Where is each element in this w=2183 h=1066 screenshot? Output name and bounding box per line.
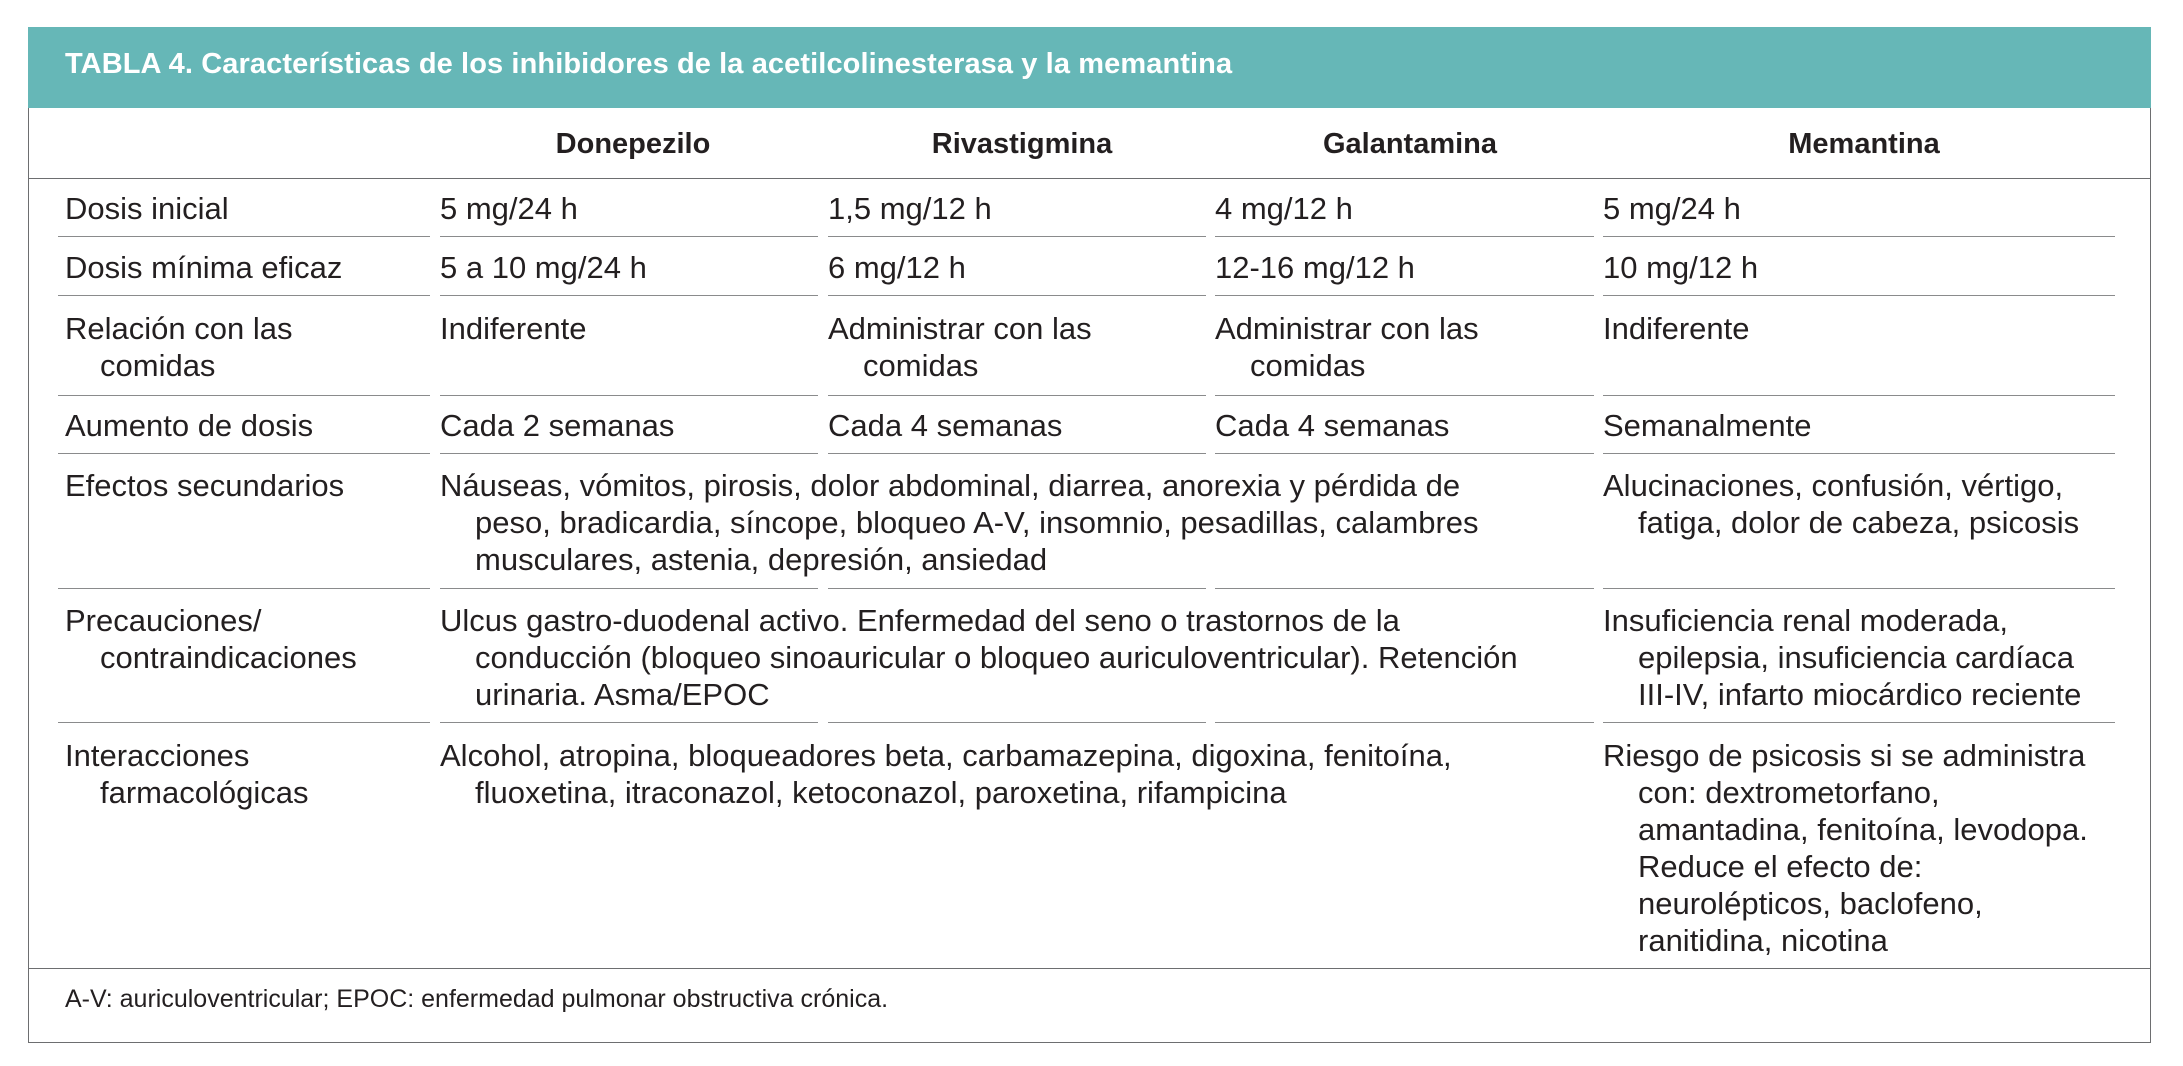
column-header-donepezilo: Donepezilo xyxy=(555,128,711,160)
row-label-line: Precauciones/ xyxy=(65,603,262,638)
cell-memantina-dosis-inicial: 5 mg/24 h xyxy=(1603,191,1741,226)
row-label-line: Interacciones xyxy=(65,738,250,773)
row-separator xyxy=(440,236,818,237)
row-separator xyxy=(828,295,1206,296)
cell-line: musculares, astenia, depresión, ansiedad xyxy=(475,542,1048,577)
cell-donepezilo-dosis-inicial: 5 mg/24 h xyxy=(440,191,578,226)
cell-line: peso, bradicardia, síncope, bloqueo A-V, insomnio, pesadillas, calambres xyxy=(475,505,1479,540)
cell-rivastigmina-aumento-dosis: Cada 4 semanas xyxy=(828,408,1063,443)
row-separator xyxy=(1215,588,1594,589)
cell-line: urinaria. Asma/EPOC xyxy=(475,677,770,712)
row-label-interacciones xyxy=(65,737,308,811)
row-separator xyxy=(1603,395,2115,396)
row-label-efectos-secundarios: Efectos secundarios xyxy=(65,468,345,503)
cell-galantamina-relacion-comidas xyxy=(1215,310,1479,384)
row-separator xyxy=(1215,295,1594,296)
footnote-divider xyxy=(28,968,2151,969)
row-separator xyxy=(1603,722,2115,723)
row-separator xyxy=(1603,295,2115,296)
cell-memantina-efectos-secundarios xyxy=(1603,467,2079,541)
row-label-line: comidas xyxy=(100,348,216,383)
cell-inhibidores-efectos-secundarios xyxy=(440,467,1479,578)
row-label-line: Relación con las xyxy=(65,311,293,346)
column-header-galantamina: Galantamina xyxy=(1322,128,1498,160)
cell-line: Ulcus gastro-duodenal activo. Enfermedad del seno o trastornos de la xyxy=(440,603,1400,638)
cell-line: Alucinaciones, confusión, vértigo, xyxy=(1603,468,2064,503)
cell-memantina-relacion-comidas: Indiferente xyxy=(1603,311,1750,346)
cell-inhibidores-precauciones xyxy=(440,602,1518,713)
row-separator xyxy=(828,236,1206,237)
cell-line: Reduce el efecto de: xyxy=(1638,849,1923,884)
cell-line: Riesgo de psicosis si se administra xyxy=(1603,738,2086,773)
row-separator xyxy=(58,295,430,296)
row-separator xyxy=(828,722,1206,723)
cell-line: con: dextrometorfano, xyxy=(1638,775,1940,810)
column-header-memantina: Memantina xyxy=(1788,128,1940,160)
row-separator xyxy=(440,453,818,454)
cell-line: Náuseas, vómitos, pirosis, dolor abdominal, diarrea, anorexia y pérdida de xyxy=(440,468,1461,503)
cell-line: comidas xyxy=(863,348,979,383)
row-separator xyxy=(828,588,1206,589)
row-separator xyxy=(58,588,430,589)
row-separator xyxy=(440,588,818,589)
cell-galantamina-aumento-dosis: Cada 4 semanas xyxy=(1215,408,1450,443)
cell-line: epilepsia, insuficiencia cardíaca xyxy=(1638,640,2074,675)
table-footnote: A-V: auriculoventricular; EPOC: enfermedad pulmonar obstructiva crónica. xyxy=(65,985,889,1013)
row-separator xyxy=(1603,453,2115,454)
row-label-dosis-inicial: Dosis inicial xyxy=(65,191,229,226)
row-separator xyxy=(1215,722,1594,723)
cell-line: comidas xyxy=(1250,348,1366,383)
row-separator xyxy=(440,395,818,396)
row-label-line: contraindicaciones xyxy=(100,640,357,675)
column-header-rivastigmina: Rivastigmina xyxy=(931,128,1113,160)
header-divider xyxy=(28,178,2151,179)
cell-galantamina-dosis-minima: 12-16 mg/12 h xyxy=(1215,250,1415,285)
cell-donepezilo-dosis-minima: 5 a 10 mg/24 h xyxy=(440,250,647,285)
row-separator xyxy=(440,295,818,296)
cell-rivastigmina-relacion-comidas xyxy=(828,310,1092,384)
cell-line: Insuficiencia renal moderada, xyxy=(1603,603,2008,638)
cell-line: Administrar con las xyxy=(1215,311,1479,346)
cell-line: neurolépticos, baclofeno, xyxy=(1638,886,1983,921)
cell-line: III-IV, infarto miocárdico reciente xyxy=(1638,677,2082,712)
table-title-bar xyxy=(28,27,2151,108)
row-label-dosis-minima: Dosis mínima eficaz xyxy=(65,250,343,285)
row-separator xyxy=(1215,453,1594,454)
row-separator xyxy=(440,722,818,723)
row-separator xyxy=(1215,395,1594,396)
row-separator xyxy=(58,236,430,237)
cell-line: Administrar con las xyxy=(828,311,1092,346)
cell-donepezilo-aumento-dosis: Cada 2 semanas xyxy=(440,408,675,443)
cell-memantina-aumento-dosis: Semanalmente xyxy=(1603,408,1812,443)
row-separator xyxy=(1603,236,2115,237)
row-separator xyxy=(58,395,430,396)
row-separator xyxy=(1215,236,1594,237)
row-separator xyxy=(58,453,430,454)
cell-line: ranitidina, nicotina xyxy=(1638,923,1888,958)
row-separator xyxy=(58,722,430,723)
table-title: TABLA 4. Características de los inhibidores de la acetilcolinesterasa y la memantina xyxy=(65,48,1233,80)
cell-memantina-interacciones xyxy=(1603,737,2088,959)
row-label-line: farmacológicas xyxy=(100,775,309,810)
cell-line: conducción (bloqueo sinoauricular o bloqueo auriculoventricular). Retención xyxy=(475,640,1518,675)
cell-inhibidores-interacciones xyxy=(440,737,1452,811)
cell-line: amantadina, fenitoína, levodopa. xyxy=(1638,812,2088,847)
cell-rivastigmina-dosis-minima: 6 mg/12 h xyxy=(828,250,966,285)
cell-donepezilo-relacion-comidas: Indiferente xyxy=(440,311,587,346)
row-separator xyxy=(1603,588,2115,589)
cell-memantina-precauciones xyxy=(1603,602,2081,713)
cell-memantina-dosis-minima: 10 mg/12 h xyxy=(1603,250,1759,285)
row-separator xyxy=(828,453,1206,454)
cell-line: fluoxetina, itraconazol, ketoconazol, paroxetina, rifampicina xyxy=(475,775,1287,810)
row-label-precauciones xyxy=(65,602,357,676)
cell-line: fatiga, dolor de cabeza, psicosis xyxy=(1638,505,2080,540)
cell-galantamina-dosis-inicial: 4 mg/12 h xyxy=(1215,191,1353,226)
cell-rivastigmina-dosis-inicial: 1,5 mg/12 h xyxy=(828,191,992,226)
cell-line: Alcohol, atropina, bloqueadores beta, carbamazepina, digoxina, fenitoína, xyxy=(440,738,1452,773)
row-separator xyxy=(828,395,1206,396)
row-label-aumento-dosis: Aumento de dosis xyxy=(65,408,314,443)
row-label-relacion-comidas xyxy=(65,310,292,384)
